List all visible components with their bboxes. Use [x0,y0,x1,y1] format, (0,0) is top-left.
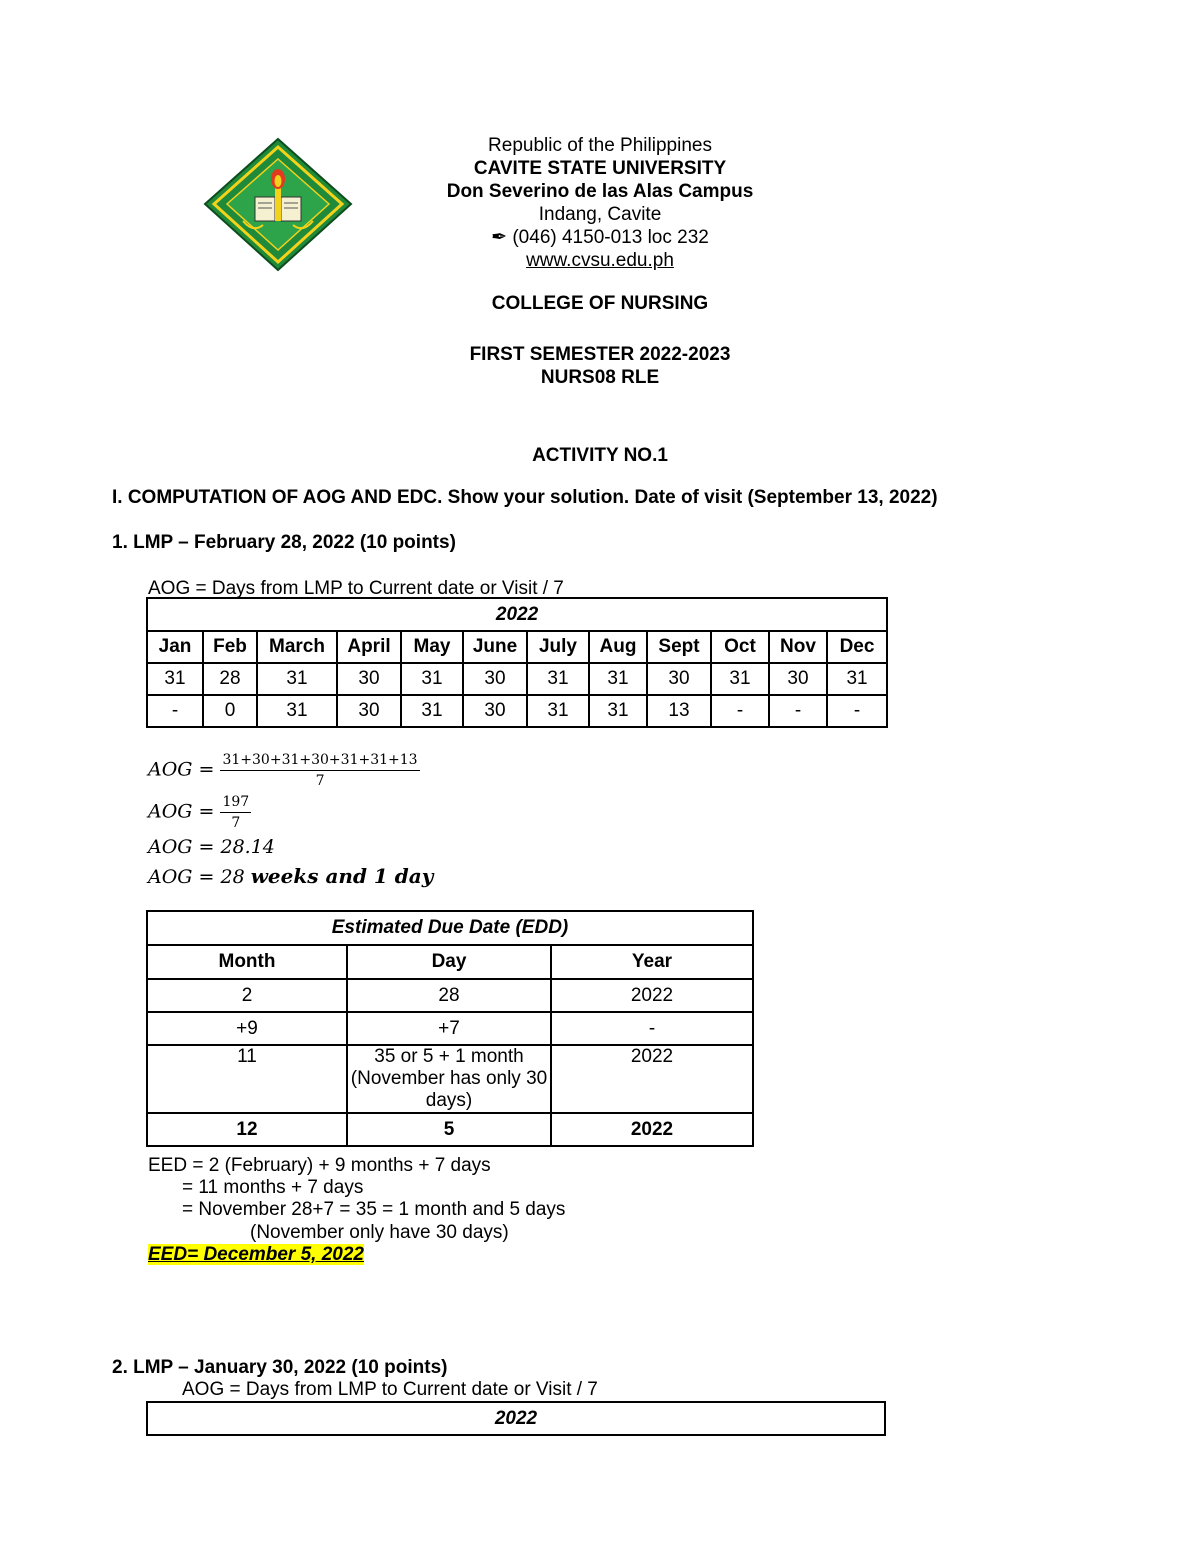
edd-cell: 2022 [551,979,753,1012]
days-cell: 30 [337,663,401,695]
counted-cell: 0 [203,695,257,727]
eed-line-1: EED = 2 (February) + 9 months + 7 days [148,1155,491,1176]
fraction-denominator: 7 [231,815,241,831]
days-cell: 31 [589,663,647,695]
edd-total-cell: 2022 [551,1113,753,1146]
edd-header-year: Year [551,945,753,979]
aog-equation-4 [148,864,433,888]
edd-cell: 2022 [551,1045,753,1113]
problem1-heading: 1. LMP – February 28, 2022 (10 points) [112,532,456,553]
days-cell: 30 [769,663,827,695]
eed-line-3: = November 28+7 = 35 = 1 month and 5 days [182,1199,566,1220]
days-cell: 30 [647,663,711,695]
table-row [147,1012,753,1045]
fraction-denominator: 7 [315,773,325,789]
activity-title: ACTIVITY NO.1 [532,445,668,466]
table-total-row [147,1113,753,1146]
edd-cell: 28 [347,979,551,1012]
edd-total-cell: 12 [147,1113,347,1146]
edd-cell: +7 [347,1012,551,1045]
counted-cell: - [769,695,827,727]
month-cell: Feb [203,631,257,663]
month-cell: Dec [827,631,887,663]
aog-result-weeks: weeks and 1 day [250,864,434,888]
month-cell: May [401,631,463,663]
aog-fraction-1 [220,752,419,789]
edd-table-title: Estimated Due Date (EDD) [147,911,753,945]
month-cell: April [337,631,401,663]
website-link[interactable]: www.cvsu.edu.ph [526,250,674,271]
edd-cell: +9 [147,1012,347,1045]
month-cell: March [257,631,337,663]
problem2-heading: 2. LMP – January 30, 2022 (10 points) [112,1357,448,1378]
counted-cell: - [147,695,203,727]
aog-equation-3: AOG = 28.14 [148,836,275,858]
edd-cell: 11 [147,1045,347,1113]
header-website-wrap [300,249,900,272]
month-cell: Sept [647,631,711,663]
table-row [147,979,753,1012]
counted-cell: 31 [527,695,589,727]
month-cell: Jan [147,631,203,663]
month-cell: Nov [769,631,827,663]
aog-lhs: AOG = [148,800,215,823]
course-code: NURS08 RLE [540,367,660,388]
header-location: Indang, Cavite [538,204,662,225]
days-cell: 31 [827,663,887,695]
month-cell: June [463,631,527,663]
eed-line-2: = 11 months + 7 days [182,1177,364,1198]
counted-cell: 31 [589,695,647,727]
edd-header-month: Month [147,945,347,979]
problem1-aog-formula: AOG = Days from LMP to Current date or Visit / 7 [148,578,564,599]
problem2-aog-formula: AOG = Days from LMP to Current date or Visit / 7 [182,1379,598,1400]
calendar-table [146,597,888,728]
calendar-days-row [147,663,887,695]
counted-cell: 30 [337,695,401,727]
semester: FIRST SEMESTER 2022-2023 [469,344,731,365]
counted-cell: 13 [647,695,711,727]
month-cell: July [527,631,589,663]
days-cell: 31 [711,663,769,695]
edd-total-cell: 5 [347,1113,551,1146]
calendar-year: 2022 [147,1402,885,1435]
counted-cell: 30 [463,695,527,727]
table-row [147,1045,753,1113]
counted-cell: 31 [401,695,463,727]
month-cell: Aug [589,631,647,663]
eed-answer: EED= December 5, 2022 [148,1244,364,1265]
header-university: CAVITE STATE UNIVERSITY [473,158,727,179]
days-cell: 28 [203,663,257,695]
edd-header-day: Day [347,945,551,979]
aog-equation-1 [148,752,420,789]
days-cell: 31 [257,663,337,695]
header-phone: ✒ (046) 4150-013 loc 232 [491,227,709,248]
edd-table [146,910,754,1147]
calendar-year: 2022 [147,598,887,631]
calendar-counted-row [147,695,887,727]
edd-cell: - [551,1012,753,1045]
calendar-months-row [147,631,887,663]
header-campus: Don Severino de las Alas Campus [446,181,754,202]
aog-equation-2 [148,794,251,831]
eed-line-4: (November only have 30 days) [250,1222,509,1243]
aog-fraction-2 [220,794,251,831]
eed-answer-wrap [148,1244,364,1266]
days-cell: 31 [147,663,203,695]
month-cell: Oct [711,631,769,663]
section-title: I. COMPUTATION OF AOG AND EDC. Show your solution. Date of visit (September 13, 2022) [112,487,938,508]
calendar-table-2 [146,1401,886,1436]
days-cell: 30 [463,663,527,695]
fraction-numerator: 197 [220,794,251,813]
college-name: COLLEGE OF NURSING [491,293,709,314]
counted-cell: - [711,695,769,727]
counted-cell: 31 [257,695,337,727]
aog-lhs: AOG = [148,758,215,781]
days-cell: 31 [401,663,463,695]
fraction-numerator: 31+30+31+30+31+31+13 [220,752,419,771]
days-cell: 31 [527,663,589,695]
edd-cell: 2 [147,979,347,1012]
edd-cell: 35 or 5 + 1 month (November has only 30 days) [347,1045,551,1113]
counted-cell: - [827,695,887,727]
header-republic: Republic of the Philippines [488,135,712,156]
aog-result-lhs: AOG = 28 [148,866,245,888]
